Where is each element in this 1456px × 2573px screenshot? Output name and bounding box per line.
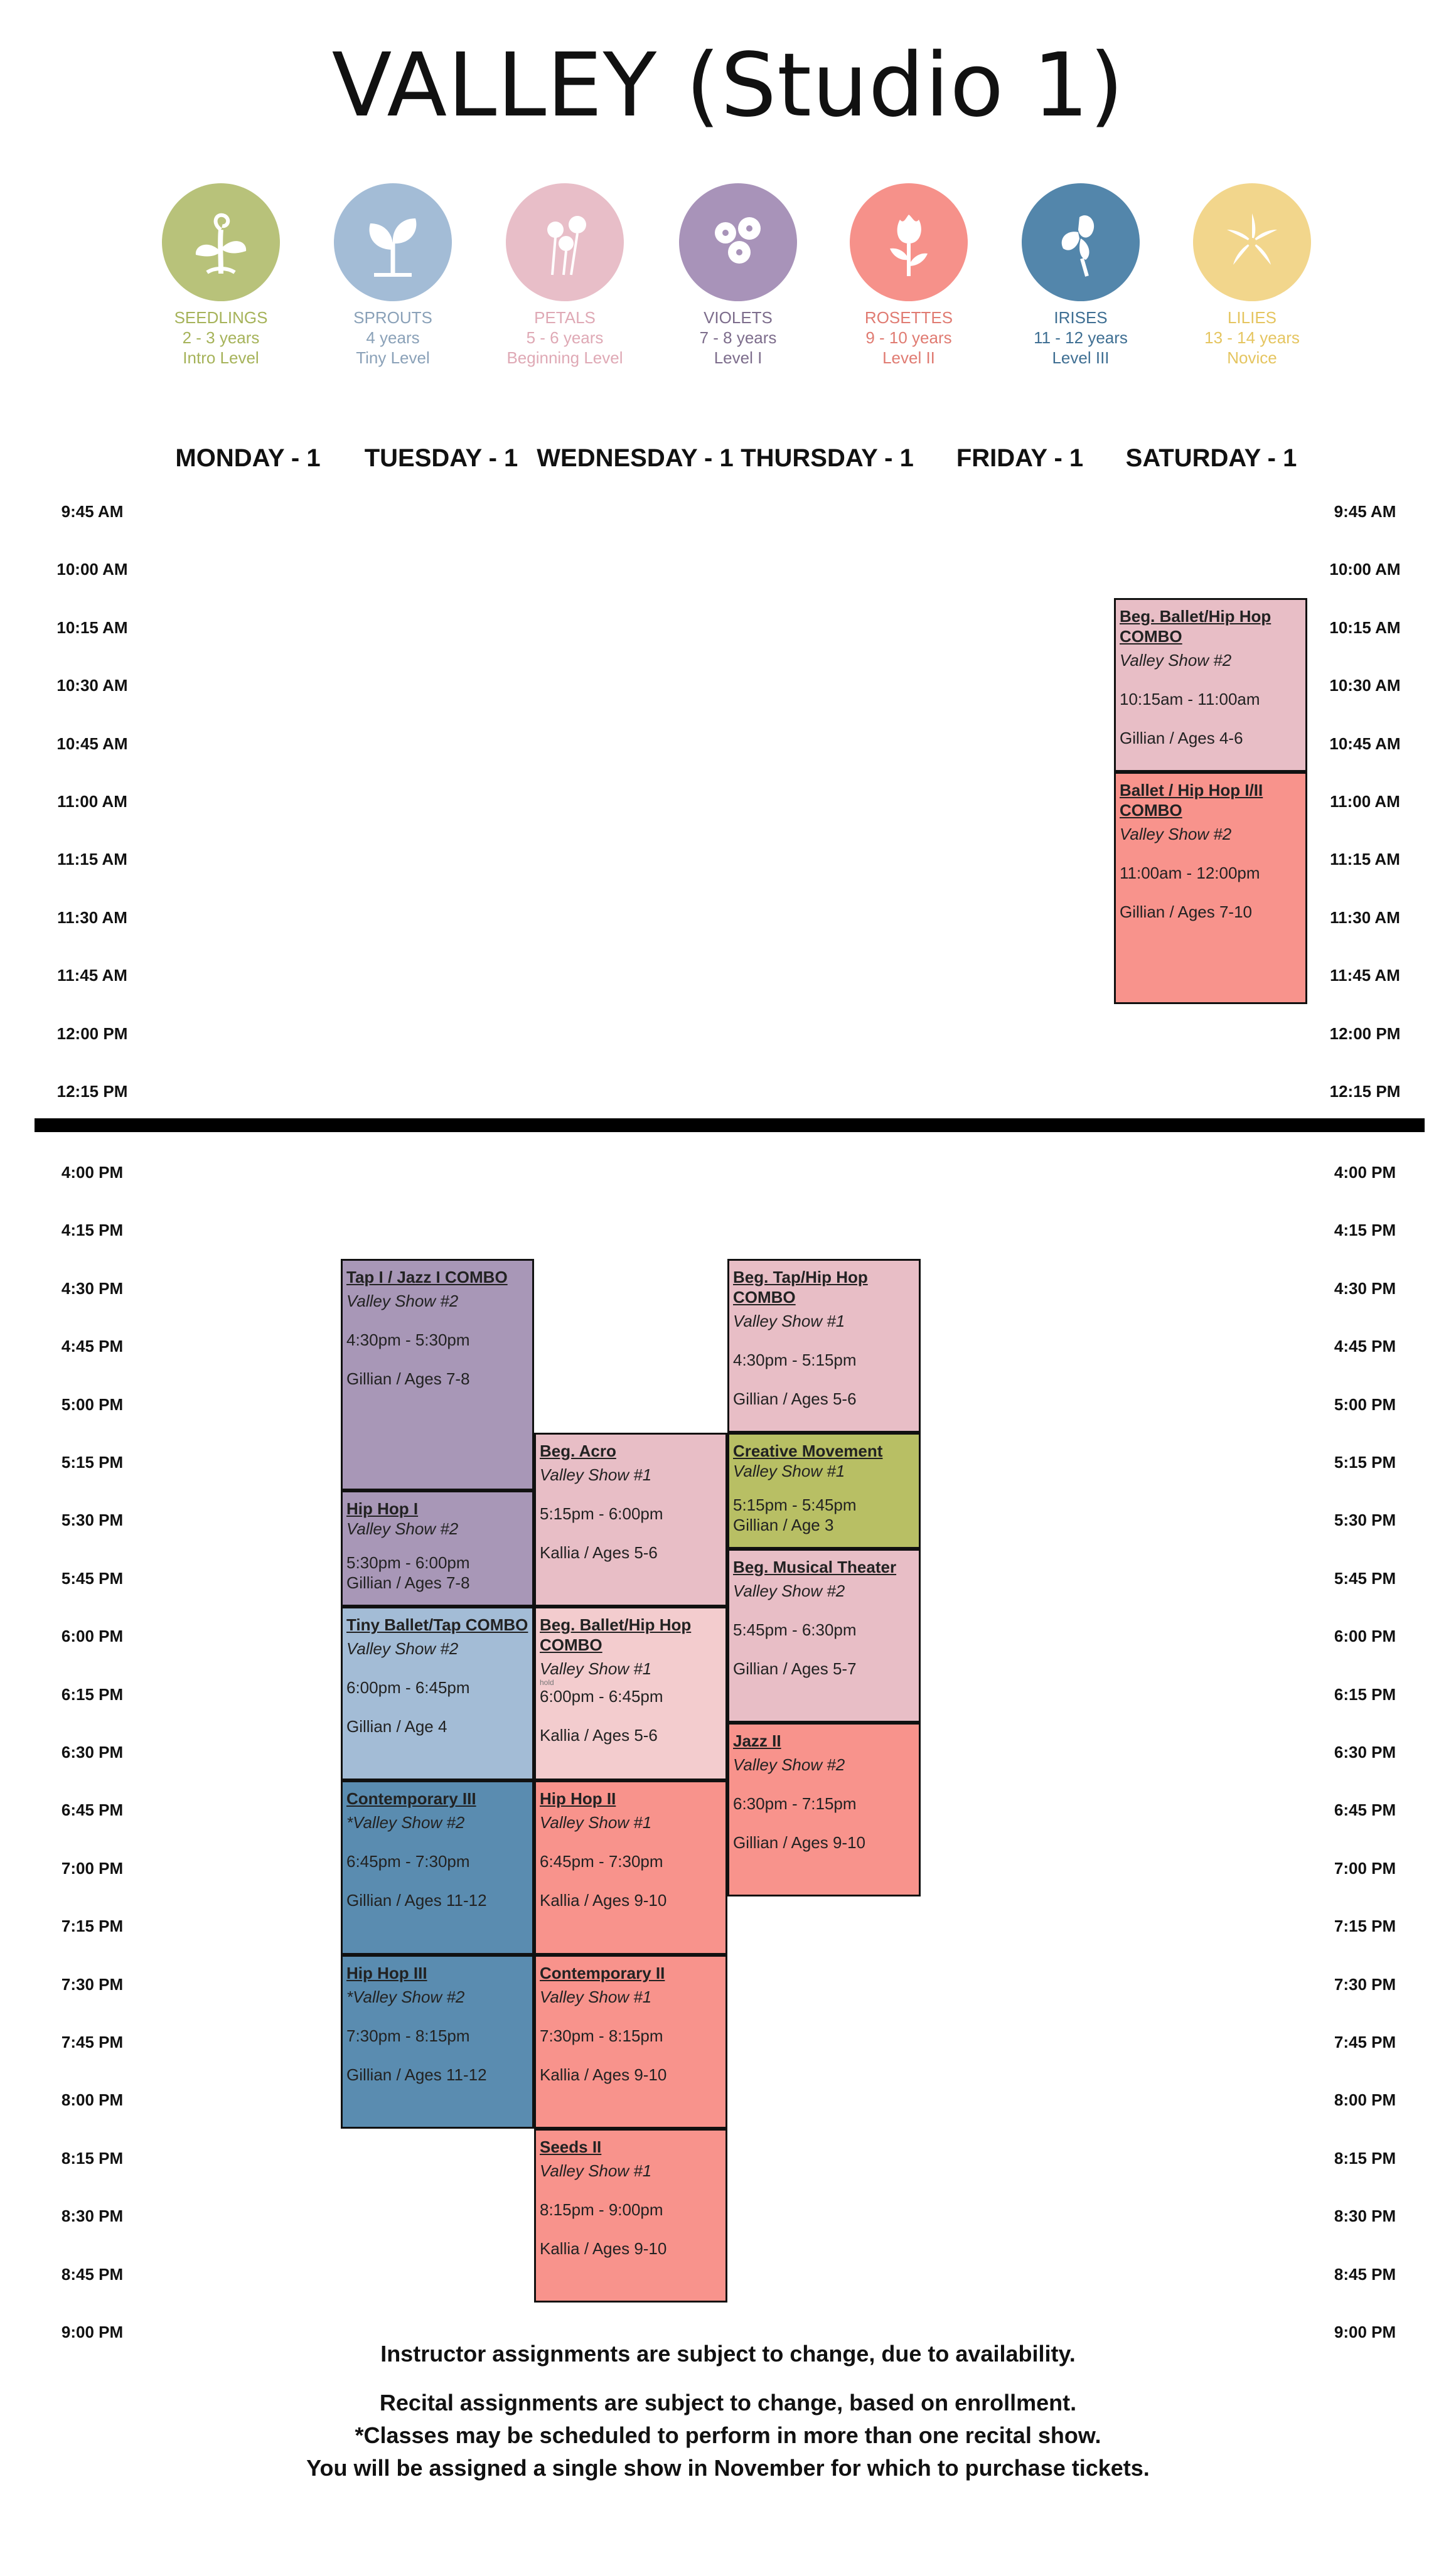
time-label: 7:45 PM: [1334, 2033, 1396, 2051]
time-label: 7:00 PM: [61, 1858, 124, 1878]
class-hours: 4:30pm - 5:30pm: [346, 1330, 470, 1349]
day-header: MONDAY - 1: [175, 444, 321, 472]
class-block: [727, 1433, 921, 1549]
time-label: 4:15 PM: [1334, 1221, 1396, 1240]
level-name: PETALS: [534, 308, 596, 327]
class-show: Valley Show #2: [733, 1755, 845, 1774]
class-note: hold: [540, 1678, 554, 1688]
class-hours: 8:15pm - 9:00pm: [540, 2200, 663, 2219]
time-label: 8:15 PM: [1334, 2148, 1396, 2168]
class-block: [534, 1607, 727, 1780]
class-instructor: Kallia / Ages 9-10: [540, 1891, 667, 1910]
time-label: 7:00 PM: [1334, 1858, 1396, 1878]
time-label: 5:30 PM: [61, 1511, 124, 1530]
class-block: [727, 1723, 921, 1896]
class-instructor: Gillian / Ages 9-10: [733, 1833, 866, 1852]
class-hours: 11:00am - 12:00pm: [1120, 864, 1260, 882]
class-block: [534, 1433, 727, 1607]
class-name: Seeds II: [540, 2137, 602, 2156]
day-header: FRIDAY - 1: [956, 444, 1084, 472]
time-label: 10:45 AM: [1329, 734, 1401, 753]
class-show: Valley Show #2: [733, 1581, 845, 1600]
time-label: 7:30 PM: [1334, 1974, 1396, 1994]
day-header: THURSDAY - 1: [741, 444, 914, 472]
time-label: 11:30 AM: [1330, 907, 1400, 927]
class-hours: 6:00pm - 6:45pm: [540, 1687, 663, 1706]
time-label: 6:30 PM: [1334, 1743, 1396, 1762]
level-ages: 11 - 12 years: [1034, 328, 1128, 347]
level-rosettes: [815, 183, 1003, 368]
petals-icon: [506, 183, 624, 301]
level-name: VIOLETS: [704, 308, 773, 327]
time-label: 7:15 PM: [61, 1917, 124, 1936]
level-level: Intro Level: [183, 348, 259, 367]
time-label: 4:00 PM: [1334, 1163, 1396, 1182]
time-label: 6:45 PM: [1334, 1800, 1396, 1820]
time-label: 10:15 AM: [1329, 618, 1401, 637]
time-label: 8:00 PM: [1334, 2090, 1396, 2110]
time-label: 12:15 PM: [1329, 1082, 1401, 1101]
time-label: 6:00 PM: [1334, 1627, 1396, 1646]
time-label: 6:15 PM: [1334, 1684, 1396, 1704]
time-label: 11:00 AM: [57, 792, 127, 811]
time-label: 5:00 PM: [1334, 1394, 1396, 1414]
footnote-instructor: Instructor assignments are subject to change, due to availability.: [380, 2341, 1076, 2367]
time-label: 6:30 PM: [61, 1743, 124, 1762]
class-hours: 10:15am - 11:00am: [1120, 689, 1260, 709]
time-label: 5:45 PM: [61, 1568, 124, 1588]
level-name: LILIES: [1227, 308, 1277, 327]
seedling-icon: [162, 183, 280, 301]
class-hours: 5:30pm - 6:00pm: [346, 1553, 470, 1573]
class-show: Valley Show #2: [1120, 650, 1232, 670]
time-label: 5:15 PM: [1334, 1453, 1396, 1472]
time-label: 9:00 PM: [1334, 2323, 1396, 2341]
time-label: 9:45 AM: [1334, 502, 1396, 521]
class-block: [1114, 598, 1307, 772]
class-show: Valley Show #1: [733, 1462, 845, 1480]
class-hours: 5:15pm - 5:45pm: [733, 1495, 857, 1514]
level-ages: 4 years: [366, 328, 420, 347]
class-hours: 6:45pm - 7:30pm: [540, 1852, 663, 1871]
level-name: IRISES: [1054, 308, 1108, 327]
class-hours: 5:45pm - 6:30pm: [733, 1620, 857, 1639]
time-label: 11:45 AM: [57, 966, 127, 985]
time-label: 5:00 PM: [61, 1394, 124, 1414]
class-hours: 6:30pm - 7:15pm: [733, 1794, 857, 1813]
class-name: Beg. Musical Theater: [733, 1557, 897, 1576]
class-block: [534, 2129, 727, 2303]
class-show: Valley Show #1: [540, 1465, 652, 1484]
time-label: 4:45 PM: [61, 1337, 124, 1356]
class-instructor: Gillian / Age 3: [733, 1516, 834, 1534]
class-hours: 5:15pm - 6:00pm: [540, 1504, 663, 1523]
class-show: *Valley Show #2: [346, 1813, 465, 1832]
level-sprouts: [299, 183, 487, 368]
page-title: VALLEY (Studio 1): [331, 35, 1125, 137]
time-label: 6:15 PM: [61, 1684, 124, 1704]
class-name: Ballet / Hip Hop I/II COMBO: [1120, 781, 1263, 820]
level-ages: 13 - 14 years: [1204, 328, 1300, 347]
time-label: 6:45 PM: [61, 1800, 124, 1820]
class-instructor: Gillian / Age 4: [346, 1717, 447, 1736]
class-name: Beg. Tap/Hip Hop COMBO: [733, 1267, 868, 1307]
level-name: ROSETTES: [864, 308, 953, 327]
class-instructor: Gillian / Ages 5-6: [733, 1389, 857, 1408]
level-level: Level II: [882, 348, 935, 367]
class-instructor: Gillian / Ages 11-12: [346, 2065, 487, 2084]
class-show: Valley Show #1: [733, 1311, 845, 1330]
time-label: 7:30 PM: [61, 1974, 124, 1994]
class-name: Hip Hop II: [540, 1789, 616, 1809]
class-block: [341, 1780, 534, 1954]
level-level: Beginning Level: [506, 348, 623, 367]
time-label: 11:15 AM: [57, 850, 127, 869]
level-seedlings: [127, 183, 315, 368]
sprout-icon: [334, 183, 452, 301]
class-hours: 4:30pm - 5:15pm: [733, 1350, 857, 1369]
class-hours: 7:30pm - 8:15pm: [346, 2026, 470, 2045]
class-block: [727, 1549, 921, 1723]
class-name: Beg. Ballet/Hip Hop COMBO: [1120, 606, 1271, 646]
class-block: [341, 1259, 534, 1491]
time-label: 4:30 PM: [1334, 1278, 1396, 1298]
level-level: Novice: [1227, 348, 1277, 367]
class-show: Valley Show #1: [540, 1659, 652, 1679]
class-instructor: Gillian / Ages 5-7: [733, 1659, 857, 1678]
level-petals: [471, 183, 659, 368]
session-divider: [35, 1118, 1425, 1132]
time-label: 9:00 PM: [61, 2323, 124, 2341]
time-label: 8:45 PM: [61, 2264, 124, 2284]
class-show: Valley Show #2: [346, 1291, 459, 1310]
class-instructor: Kallia / Ages 5-6: [540, 1543, 658, 1562]
time-label: 7:45 PM: [61, 2033, 124, 2051]
rose-icon: [850, 183, 968, 301]
time-label: 10:30 AM: [56, 676, 128, 695]
class-show: Valley Show #1: [540, 2161, 652, 2180]
time-label: 8:45 PM: [1334, 2264, 1396, 2284]
class-hours: 7:30pm - 8:15pm: [540, 2026, 663, 2045]
day-header: SATURDAY - 1: [1125, 444, 1297, 472]
level-level: Tiny Level: [356, 348, 430, 367]
time-label: 4:45 PM: [1334, 1337, 1396, 1356]
level-violets: [644, 183, 832, 368]
time-label: 5:30 PM: [1334, 1511, 1396, 1530]
level-ages: 7 - 8 years: [699, 328, 777, 347]
footnote-tickets: You will be assigned a single show in November for which to purchase tickets.: [306, 2455, 1150, 2481]
class-instructor: Kallia / Ages 5-6: [540, 1726, 658, 1745]
time-label: 5:45 PM: [1334, 1568, 1396, 1588]
time-label: 10:45 AM: [56, 734, 128, 753]
class-hours: 6:00pm - 6:45pm: [346, 1678, 470, 1698]
time-label: 11:00 AM: [1330, 792, 1400, 811]
class-name: Beg. Acro: [540, 1442, 616, 1460]
time-label: 4:00 PM: [61, 1163, 124, 1182]
class-show: Valley Show #2: [1120, 825, 1232, 843]
level-ages: 9 - 10 years: [865, 328, 952, 347]
class-name: Contemporary III: [346, 1789, 476, 1809]
time-label: 12:00 PM: [1329, 1024, 1401, 1043]
time-label: 6:00 PM: [61, 1627, 124, 1646]
time-label: 10:00 AM: [1329, 560, 1401, 579]
time-label: 4:15 PM: [61, 1221, 124, 1240]
class-show: Valley Show #2: [346, 1519, 459, 1539]
time-label: 4:30 PM: [61, 1278, 124, 1298]
level-name: SEEDLINGS: [174, 308, 268, 327]
day-header: WEDNESDAY - 1: [537, 444, 734, 472]
time-label: 9:45 AM: [61, 502, 124, 521]
class-show: Valley Show #1: [540, 1987, 652, 2006]
level-ages: 5 - 6 years: [526, 328, 604, 347]
class-instructor: Gillian / Ages 11-12: [346, 1891, 487, 1910]
time-label: 12:15 PM: [56, 1082, 128, 1101]
time-label: 10:30 AM: [1329, 676, 1401, 695]
class-instructor: Gillian / Ages 7-8: [346, 1369, 470, 1388]
level-irises: [987, 183, 1175, 368]
class-name: Contemporary II: [540, 1963, 665, 1982]
class-show: Valley Show #2: [346, 1639, 459, 1659]
lily-icon: [1193, 183, 1311, 301]
class-block: [534, 1955, 727, 2129]
time-label: 10:15 AM: [56, 618, 128, 637]
time-label: 10:00 AM: [56, 560, 128, 579]
class-block: [341, 1490, 534, 1607]
class-instructor: Kallia / Ages 9-10: [540, 2239, 667, 2258]
class-name: Tiny Ballet/Tap COMBO: [346, 1615, 528, 1635]
class-block: [341, 1955, 534, 2129]
class-hours: 6:45pm - 7:30pm: [346, 1852, 470, 1871]
time-label: 8:30 PM: [1334, 2207, 1396, 2226]
footnote-recital: Recital assignments are subject to change, based on enrollment.: [379, 2390, 1077, 2415]
class-name: Tap I / Jazz I COMBO: [346, 1267, 508, 1286]
class-show: Valley Show #1: [540, 1813, 652, 1832]
level-name: SPROUTS: [353, 308, 432, 327]
time-label: 8:15 PM: [61, 2148, 124, 2168]
time-label: 8:00 PM: [61, 2090, 124, 2110]
time-label: 11:30 AM: [57, 907, 127, 927]
level-lilies: [1158, 183, 1346, 368]
violet-flower-icon: [679, 183, 797, 301]
level-level: Level III: [1052, 348, 1110, 367]
class-block: [1114, 772, 1307, 1004]
day-header: TUESDAY - 1: [364, 444, 518, 472]
class-instructor: Gillian / Ages 7-10: [1120, 902, 1253, 921]
class-instructor: Gillian / Ages 4-6: [1120, 728, 1243, 747]
class-instructor: Gillian / Ages 7-8: [346, 1573, 470, 1593]
class-name: Hip Hop III: [346, 1963, 427, 1982]
class-name: Jazz II: [733, 1731, 781, 1750]
time-label: 12:00 PM: [56, 1024, 128, 1043]
time-label: 7:15 PM: [1334, 1917, 1396, 1936]
class-instructor: Kallia / Ages 9-10: [540, 2065, 667, 2084]
level-level: Level I: [714, 348, 763, 367]
class-name: Beg. Ballet/Hip Hop COMBO: [540, 1615, 692, 1655]
class-block: [341, 1607, 534, 1780]
time-label: 11:15 AM: [1330, 850, 1400, 869]
class-block: [534, 1780, 727, 1954]
iris-icon: [1022, 183, 1140, 301]
class-show: *Valley Show #2: [346, 1987, 465, 2006]
time-label: 8:30 PM: [61, 2207, 124, 2226]
time-label: 5:15 PM: [61, 1453, 124, 1472]
level-ages: 2 - 3 years: [182, 328, 260, 347]
class-name: Creative Movement: [733, 1442, 883, 1460]
time-label: 11:45 AM: [1330, 966, 1400, 985]
footnote-multiple-shows: *Classes may be scheduled to perform in more than one recital show.: [355, 2422, 1101, 2448]
class-block: [727, 1259, 921, 1433]
class-name: Hip Hop I: [346, 1499, 419, 1519]
